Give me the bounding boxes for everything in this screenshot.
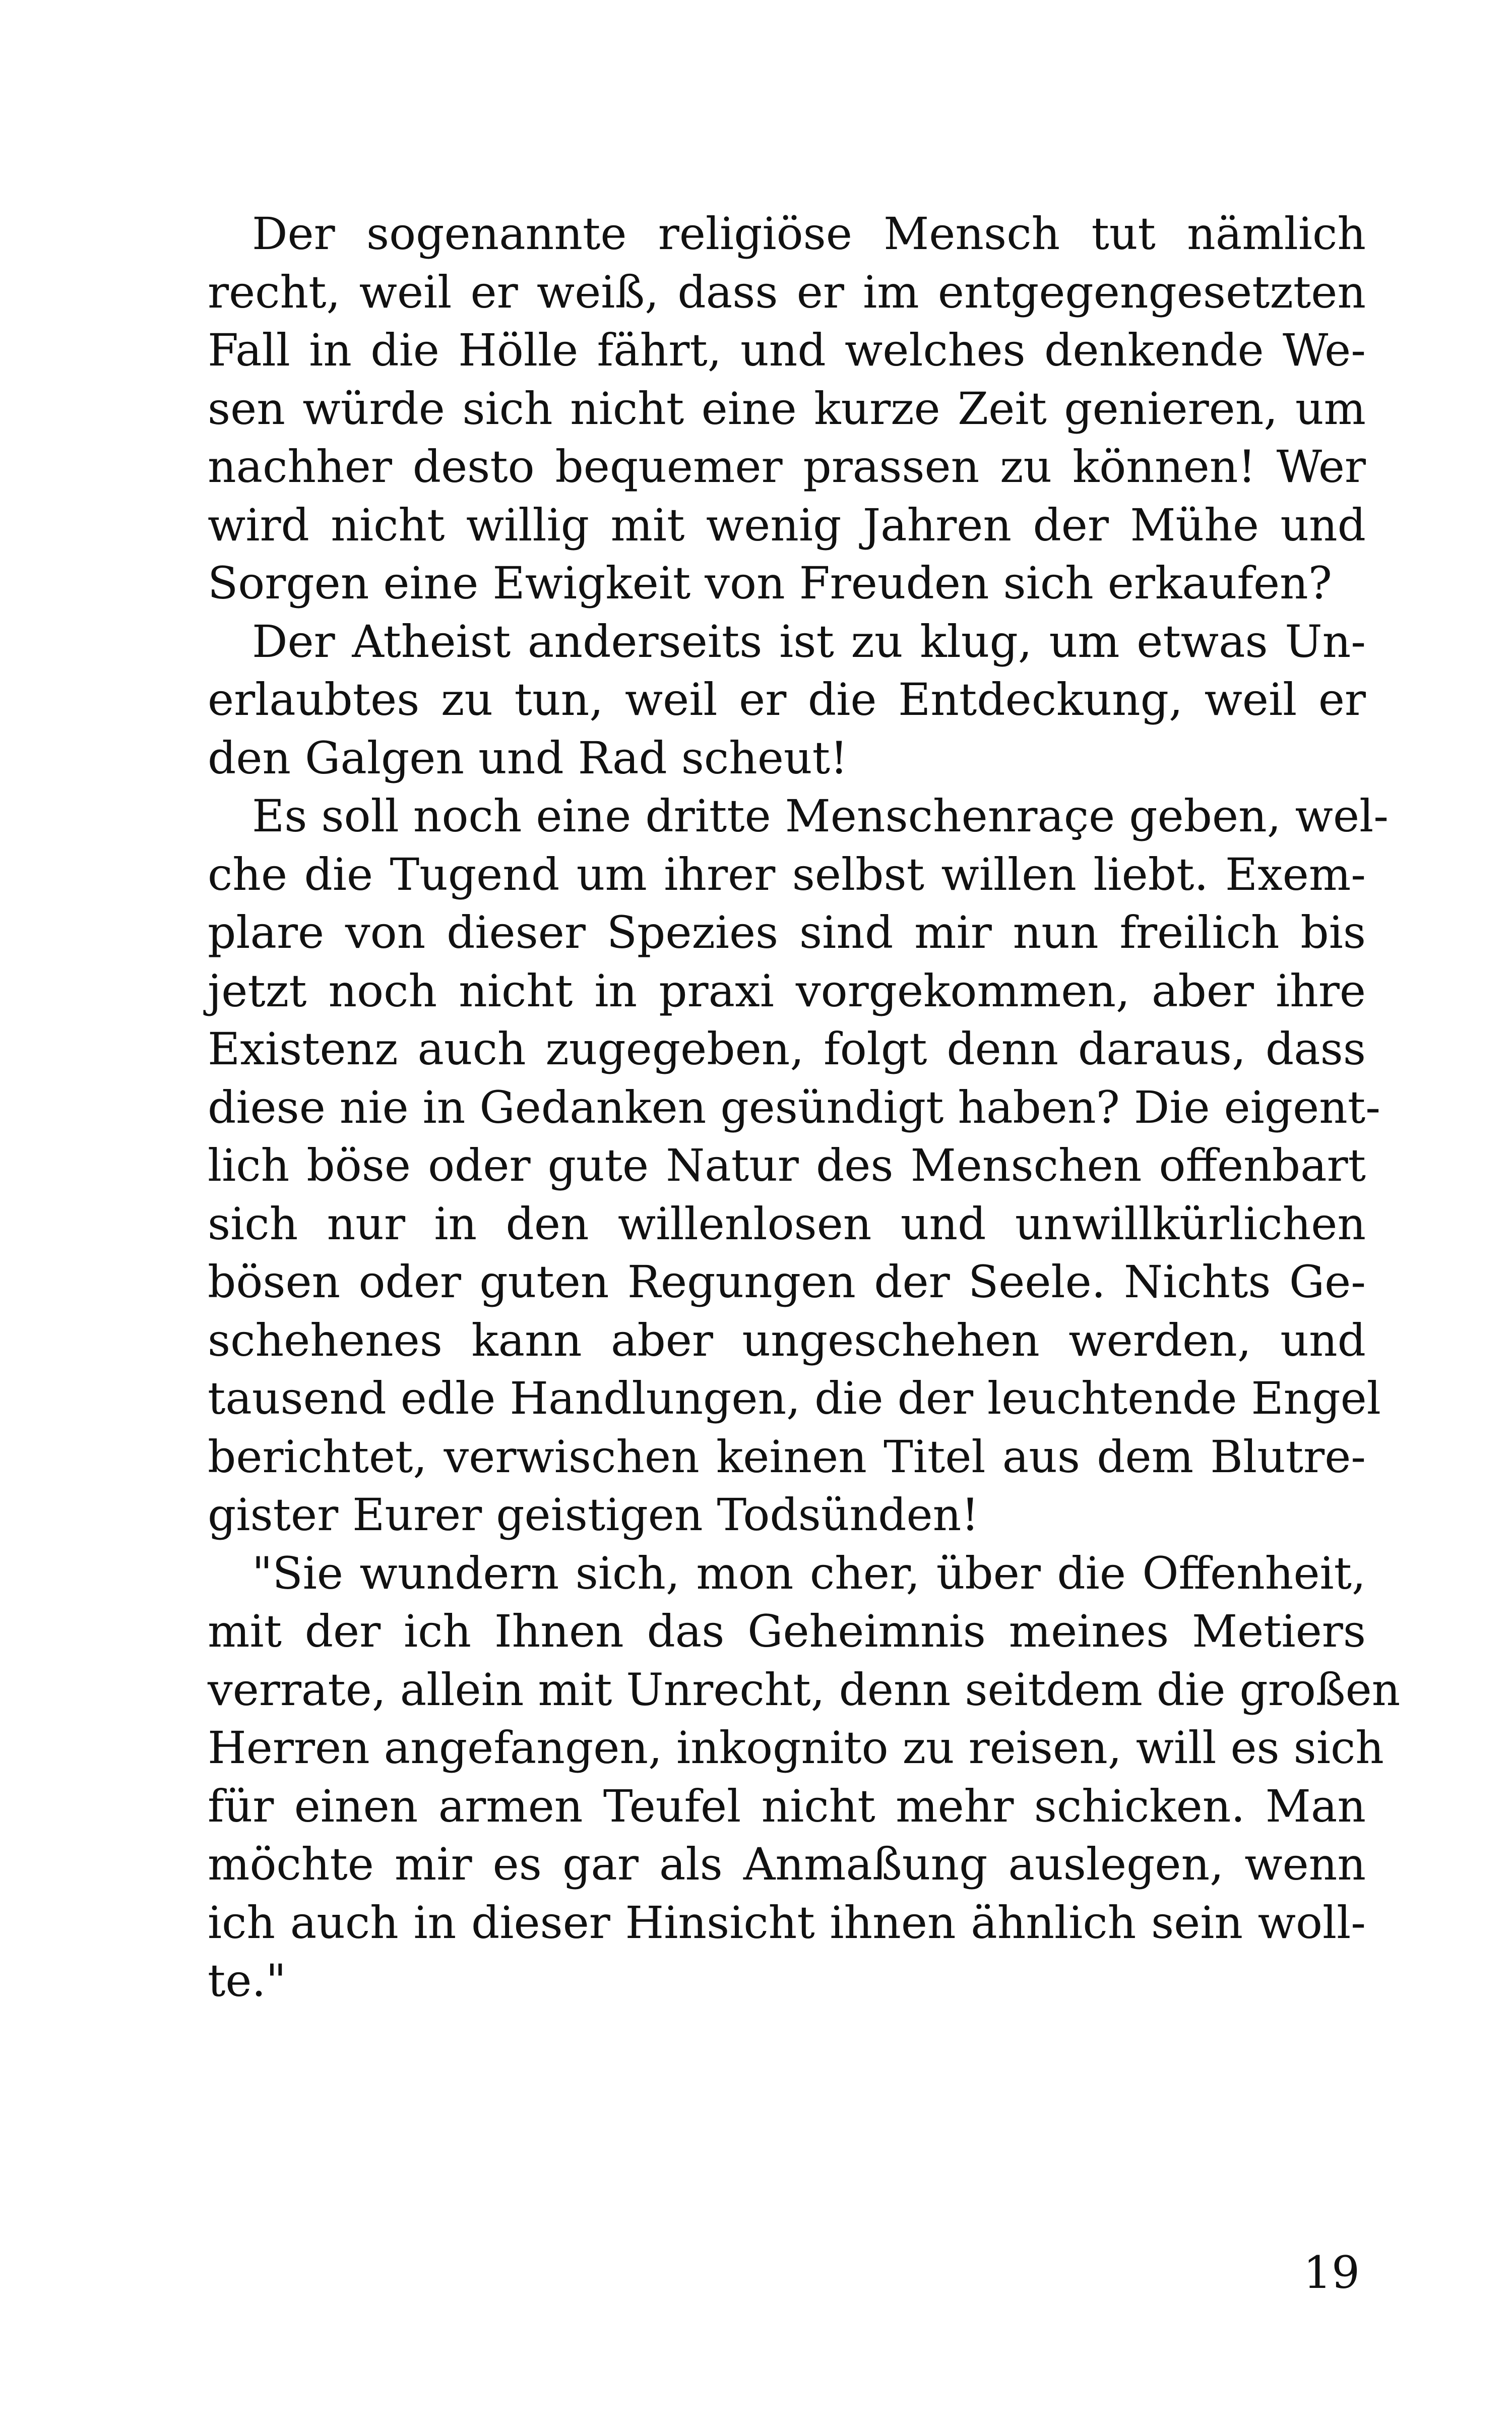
paragraph-3 (208, 787, 1389, 1544)
paragraph-2 (208, 613, 1366, 788)
text-line: mit der ich Ihnen das Geheimnis meines Metiers (208, 1605, 1366, 1657)
text-line: te." (208, 1955, 286, 2007)
text-line: möchte mir es gar als Anmaßung auslegen, wenn (208, 1838, 1366, 1890)
text-line: jetzt noch nicht in praxi vorgekommen, aber ihre (208, 964, 1366, 1017)
text-line: Herren angefangen, inkognito zu reisen, will es sich (208, 1722, 1384, 1774)
text-line: lich böse oder gute Natur des Menschen offenbart (208, 1139, 1366, 1191)
text-line: che die Tugend um ihrer selbst willen liebt. Exem- (208, 848, 1366, 900)
text-line: verrate, allein mit Unrecht, denn seitdem die großen (208, 1663, 1401, 1716)
text-line: "Sie wundern sich, mon cher, über die Offenheit, (252, 1547, 1366, 1599)
text-line: für einen armen Teufel nicht mehr schicken. Man (208, 1780, 1366, 1832)
text-line: berichtet, verwischen keinen Titel aus dem Blutre- (208, 1430, 1366, 1483)
text-line: nachher desto bequemer prassen zu können! Wer (208, 441, 1366, 493)
text-line: Der sogenannte religiöse Mensch tut nämlich (252, 208, 1366, 260)
body-text (208, 205, 1401, 2010)
text-line: bösen oder guten Regungen der Seele. Nichts Ge- (208, 1256, 1366, 1308)
text-line: tausend edle Handlungen, die der leuchtende Engel (208, 1372, 1381, 1424)
text-line: Existenz auch zugegeben, folgt denn daraus, dass (208, 1023, 1366, 1075)
text-line: recht, weil er weiß, dass er im entgegengesetzten (208, 266, 1366, 318)
text-line: sich nur in den willenlosen und unwillkürlichen (208, 1197, 1366, 1250)
text-line: Es soll noch eine dritte Menschenraçe geben, wel- (252, 790, 1389, 842)
paragraph-1 (208, 205, 1366, 613)
text-line: plare von dieser Spezies sind mir nun freilich bis (208, 906, 1366, 958)
text-line: den Galgen und Rad scheut! (208, 732, 848, 784)
text-line: diese nie in Gedanken gesündigt haben? Die eigent- (208, 1081, 1380, 1133)
text-line: Fall in die Hölle fährt, und welches denkende We- (208, 324, 1366, 376)
text-line: schehenes kann aber ungeschehen werden, und (208, 1314, 1366, 1366)
text-line: erlaubtes zu tun, weil er die Entdeckung, weil er (208, 674, 1366, 725)
text-line: wird nicht willig mit wenig Jahren der Mühe und (208, 499, 1366, 551)
text-line: Sorgen eine Ewigkeit von Freuden sich erkaufen? (208, 557, 1332, 609)
page-number: 19 (1303, 2247, 1360, 2298)
text-line: gister Eurer geistigen Todsünden! (208, 1489, 979, 1541)
text-line: sen würde sich nicht eine kurze Zeit genieren, um (208, 382, 1366, 435)
text-line: Der Atheist anderseits ist zu klug, um etwas Un- (252, 615, 1366, 668)
paragraph-4 (208, 1544, 1401, 2010)
text-line: ich auch in dieser Hinsicht ihnen ähnlich sein woll- (208, 1896, 1366, 1949)
